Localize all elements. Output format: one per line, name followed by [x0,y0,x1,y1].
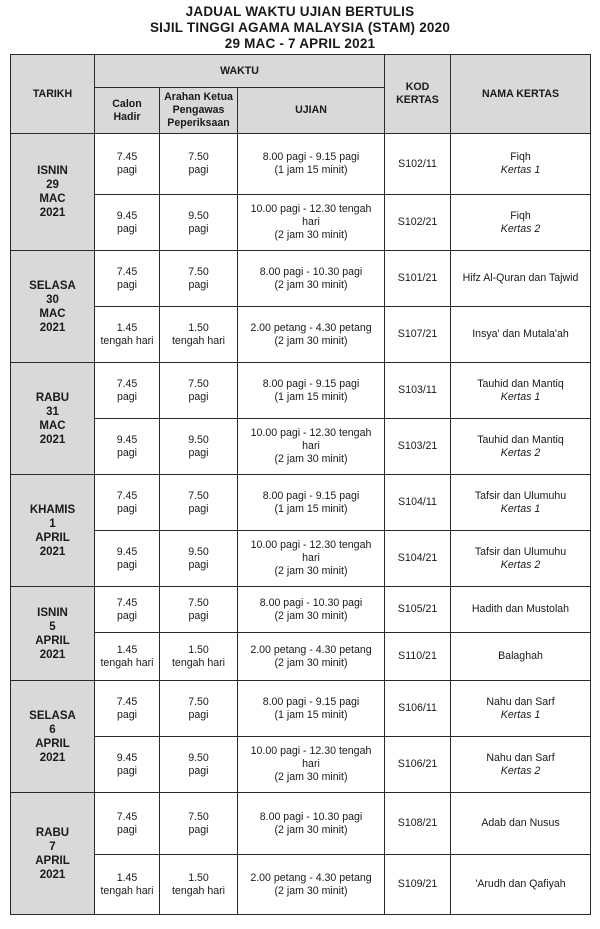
table-row [11,195,591,251]
nama-kertas-cell: Tauhid dan Mantiq Kertas 1 [451,363,591,419]
date-cell: SELASA 30 MAC 2021 [11,251,95,363]
arahan-cell: 9.50 pagi [160,419,238,475]
table-row [11,475,591,531]
calon-hadir-cell: 9.45 pagi [95,737,160,793]
kod-kertas-cell: S109/21 [385,855,451,915]
table-row [11,633,591,681]
kod-kertas-cell: S104/11 [385,475,451,531]
nama-kertas-cell: Balaghah [451,633,591,681]
ujian-cell: 8.00 pagi - 10.30 pagi (2 jam 30 minit) [238,793,385,855]
kod-kertas-cell: S102/11 [385,134,451,195]
ujian-cell: 8.00 pagi - 10.30 pagi (2 jam 30 minit) [238,251,385,307]
header-tarikh: TARIKH [11,55,95,134]
arahan-cell: 7.50 pagi [160,681,238,737]
nama-kertas-cell: Tafsir dan Ulumuhu Kertas 2 [451,531,591,587]
calon-hadir-cell: 9.45 pagi [95,419,160,475]
date-cell: ISNIN 29 MAC 2021 [11,134,95,251]
ujian-cell: 2.00 petang - 4.30 petang (2 jam 30 minit) [238,855,385,915]
ujian-cell: 8.00 pagi - 10.30 pagi (2 jam 30 minit) [238,587,385,633]
kod-kertas-cell: S102/21 [385,195,451,251]
nama-kertas-cell: Insya' dan Mutala'ah [451,307,591,363]
ujian-cell: 10.00 pagi - 12.30 tengah hari (2 jam 30 minit) [238,195,385,251]
title-line-3: 29 MAC - 7 APRIL 2021 [224,36,376,51]
header-kod-kertas: KOD KERTAS [385,55,451,134]
kertas-label: Kertas 1 [500,390,541,403]
ujian-cell: 2.00 petang - 4.30 petang (2 jam 30 minit) [238,307,385,363]
kod-kertas-cell: S110/21 [385,633,451,681]
ujian-cell: 8.00 pagi - 9.15 pagi (1 jam 15 minit) [238,363,385,419]
nama-kertas-cell: Fiqh Kertas 1 [451,134,591,195]
kertas-label: Kertas 1 [500,708,541,721]
kod-kertas-cell: S103/21 [385,419,451,475]
ujian-cell: 8.00 pagi - 9.15 pagi (1 jam 15 minit) [238,475,385,531]
table-row [11,681,591,737]
arahan-cell: 7.50 pagi [160,475,238,531]
calon-hadir-cell: 7.45 pagi [95,681,160,737]
kertas-label: Kertas 1 [500,502,541,515]
calon-hadir-cell: 9.45 pagi [95,195,160,251]
arahan-cell: 1.50 tengah hari [160,855,238,915]
calon-hadir-cell: 7.45 pagi [95,251,160,307]
arahan-cell: 9.50 pagi [160,195,238,251]
arahan-cell: 1.50 tengah hari [160,307,238,363]
arahan-cell: 7.50 pagi [160,134,238,195]
ujian-cell: 10.00 pagi - 12.30 tengah hari (2 jam 30 minit) [238,737,385,793]
calon-hadir-cell: 1.45 tengah hari [95,633,160,681]
table-row [11,307,591,363]
arahan-cell: 7.50 pagi [160,363,238,419]
table-row [11,587,591,633]
nama-kertas-cell: Hifz Al-Quran dan Tajwid [451,251,591,307]
table-row [11,363,591,419]
calon-hadir-cell: 1.45 tengah hari [95,307,160,363]
calon-hadir-cell: 7.45 pagi [95,363,160,419]
calon-hadir-cell: 7.45 pagi [95,134,160,195]
arahan-cell: 7.50 pagi [160,587,238,633]
ujian-cell: 8.00 pagi - 9.15 pagi (1 jam 15 minit) [238,134,385,195]
date-cell: RABU 7 APRIL 2021 [11,793,95,915]
document-title [0,0,600,52]
kod-kertas-cell: S106/21 [385,737,451,793]
kod-kertas-cell: S107/21 [385,307,451,363]
nama-kertas-cell: Nahu dan Sarf Kertas 2 [451,737,591,793]
arahan-cell: 7.50 pagi [160,251,238,307]
calon-hadir-cell: 1.45 tengah hari [95,855,160,915]
date-cell: SELASA 6 APRIL 2021 [11,681,95,793]
kod-kertas-cell: S104/21 [385,531,451,587]
ujian-cell: 2.00 petang - 4.30 petang (2 jam 30 minit) [238,633,385,681]
title-line-1: JADUAL WAKTU UJIAN BERTULIS [185,4,415,19]
calon-hadir-cell: 7.45 pagi [95,793,160,855]
kertas-label: Kertas 2 [500,446,541,459]
nama-kertas-cell: Tafsir dan Ulumuhu Kertas 1 [451,475,591,531]
exam-timetable [10,54,591,915]
table-row [11,419,591,475]
ujian-cell: 8.00 pagi - 9.15 pagi (1 jam 15 minit) [238,681,385,737]
ujian-cell: 10.00 pagi - 12.30 tengah hari (2 jam 30 minit) [238,531,385,587]
calon-hadir-cell: 9.45 pagi [95,531,160,587]
kertas-label: Kertas 2 [500,558,541,571]
arahan-cell: 7.50 pagi [160,793,238,855]
header-waktu: WAKTU [95,55,385,88]
nama-kertas-cell: Nahu dan Sarf Kertas 1 [451,681,591,737]
date-cell: RABU 31 MAC 2021 [11,363,95,475]
date-cell: ISNIN 5 APRIL 2021 [11,587,95,681]
calon-hadir-cell: 7.45 pagi [95,475,160,531]
table-row [11,134,591,195]
header-calon-hadir: Calon Hadir [95,88,160,134]
nama-kertas-cell: Tauhid dan Mantiq Kertas 2 [451,419,591,475]
table-row [11,737,591,793]
nama-kertas-cell: Fiqh Kertas 2 [451,195,591,251]
kod-kertas-cell: S101/21 [385,251,451,307]
table-row [11,251,591,307]
nama-kertas-cell: Hadith dan Mustolah [451,587,591,633]
kertas-label: Kertas 2 [500,222,541,235]
title-line-2: SIJIL TINGGI AGAMA MALAYSIA (STAM) 2020 [149,20,451,35]
arahan-cell: 1.50 tengah hari [160,633,238,681]
header-ujian: UJIAN [238,88,385,134]
timetable-body [11,134,591,915]
ujian-cell: 10.00 pagi - 12.30 tengah hari (2 jam 30 minit) [238,419,385,475]
calon-hadir-cell: 7.45 pagi [95,587,160,633]
kod-kertas-cell: S105/21 [385,587,451,633]
kertas-label: Kertas 1 [500,164,541,176]
table-row [11,531,591,587]
kod-kertas-cell: S108/21 [385,793,451,855]
table-row [11,855,591,915]
date-cell: KHAMIS 1 APRIL 2021 [11,475,95,587]
arahan-cell: 9.50 pagi [160,737,238,793]
header-nama-kertas: NAMA KERTAS [451,55,591,134]
kod-kertas-cell: S106/11 [385,681,451,737]
table-row [11,793,591,855]
kertas-label: Kertas 2 [500,764,541,777]
nama-kertas-cell: Adab dan Nusus [451,793,591,855]
kod-kertas-cell: S103/11 [385,363,451,419]
arahan-cell: 9.50 pagi [160,531,238,587]
nama-kertas-cell: 'Arudh dan Qafiyah [451,855,591,915]
header-arahan: Arahan Ketua Pengawas Peperiksaan [160,88,238,134]
